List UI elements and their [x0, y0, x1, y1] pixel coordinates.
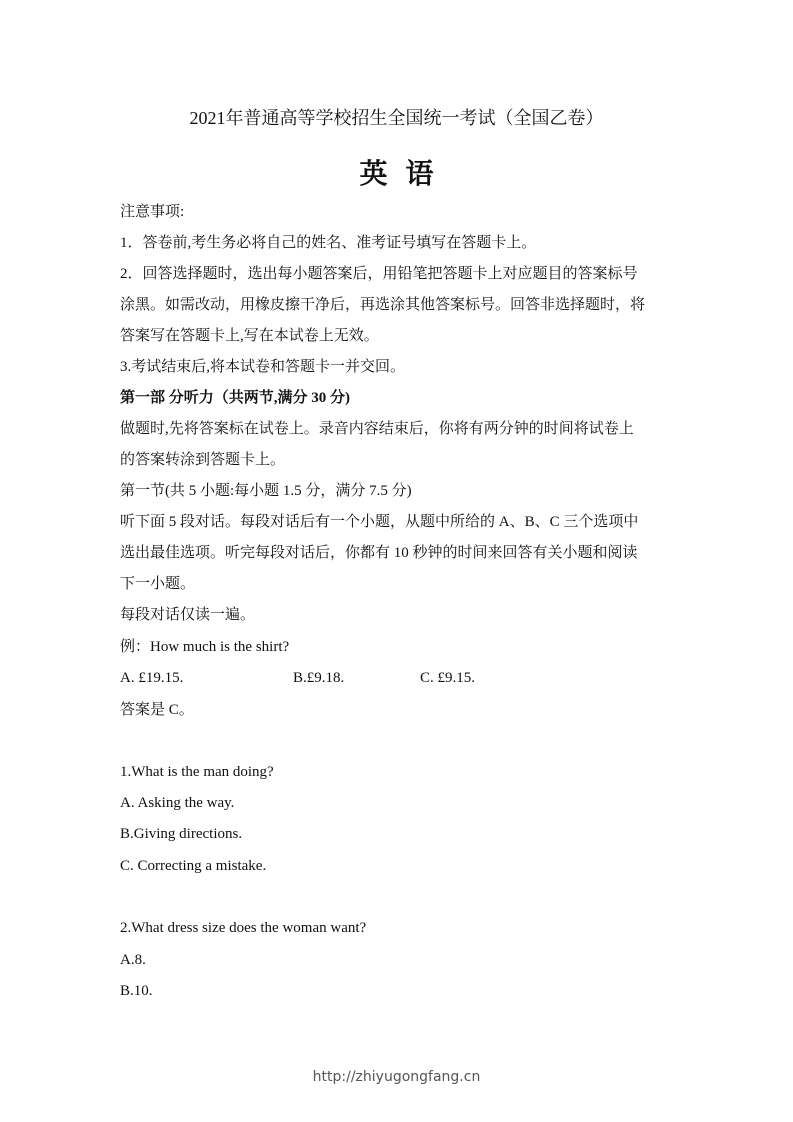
- question-1: 1.What is the man doing?: [120, 764, 274, 780]
- directions-line-3: 下一小题。: [120, 576, 196, 592]
- question-2: 2.What dress size does the woman want?: [120, 920, 367, 936]
- exam-title: 2021年普通高等学校招生全国统一考试（全国乙卷）: [189, 108, 604, 128]
- example-option-c: C. £9.15.: [420, 670, 476, 686]
- subject-title: 英语: [359, 159, 452, 190]
- question-2-option-b: B.10.: [120, 983, 153, 999]
- section1-heading: 第一节(共 5 小题:每小题 1.5 分，满分 7.5 分): [120, 483, 412, 499]
- example-answer: 答案是 C。: [120, 702, 194, 718]
- part1-instruction-line-1: 做题时,先将答案标在试卷上。录音内容结束后，你将有两分钟的时间将试卷上: [120, 421, 634, 437]
- notice-item-3: 3.考试结束后,将本试卷和答题卡一并交回。: [120, 359, 406, 375]
- notice-item-1: 1．答卷前,考生务必将自己的姓名、准考证号填写在答题卡上。: [120, 235, 537, 251]
- directions-line-2: 选出最佳选项。听完每段对话后，你都有 10 秒钟的时间来回答有关小题和阅读: [120, 545, 638, 561]
- notice-item-2-line-3: 答案写在答题卡上,写在本试卷上无效。: [120, 328, 379, 344]
- example-option-b: B.£9.18.: [293, 670, 345, 686]
- notice-heading: 注意事项:: [120, 204, 185, 220]
- question-1-option-c: C. Correcting a mistake.: [120, 858, 267, 874]
- question-1-option-b: B.Giving directions.: [120, 826, 243, 842]
- read-once-note: 每段对话仅读一遍。: [120, 607, 256, 623]
- notice-item-2-line-2: 涂黑。如需改动，用橡皮擦干净后，再选涂其他答案标号。回答非选择题时，将: [120, 297, 646, 313]
- example-question: 例：How much is the shirt?: [120, 639, 290, 655]
- part1-heading: 第一部 分听力（共两节,满分 30 分): [120, 390, 350, 406]
- example-option-a: A. £19.15.: [120, 670, 184, 686]
- footer-url[interactable]: http://zhiyugongfang.cn: [312, 1069, 481, 1085]
- question-2-option-a: A.8.: [120, 952, 146, 968]
- question-1-option-a: A. Asking the way.: [120, 795, 235, 811]
- notice-item-2-line-1: 2．回答选择题时，选出每小题答案后，用铅笔把答题卡上对应题目的答案标号: [120, 266, 638, 282]
- directions-line-1: 听下面 5 段对话。每段对话后有一个小题，从题中所给的 A、B、C 三个选项中: [120, 514, 639, 530]
- part1-instruction-line-2: 的答案转涂到答题卡上。: [120, 452, 286, 468]
